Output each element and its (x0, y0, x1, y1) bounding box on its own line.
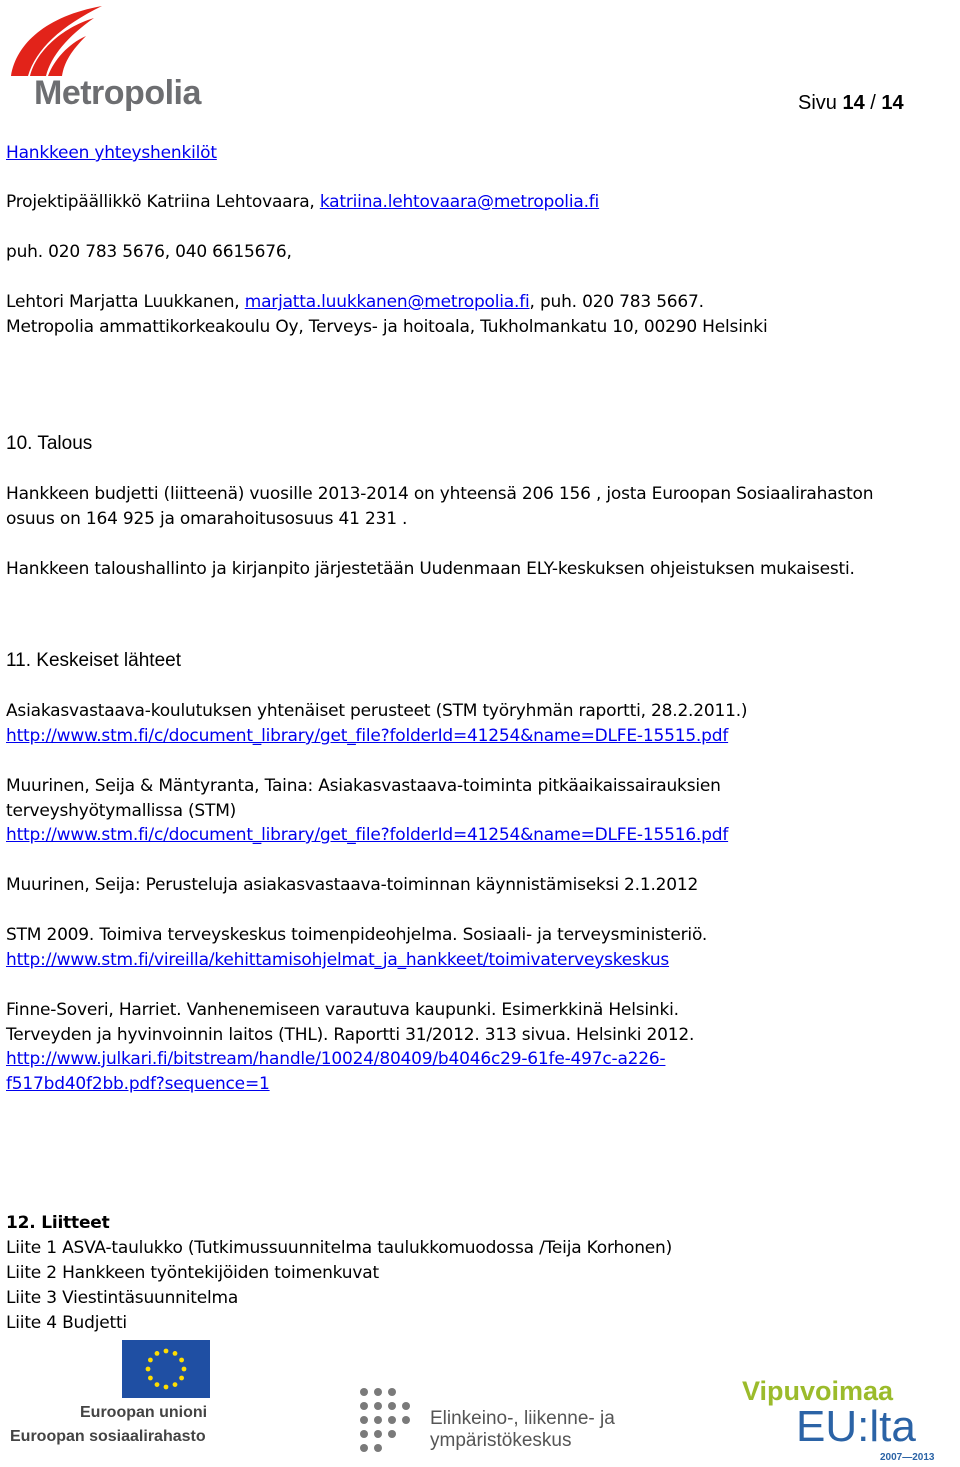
metropolia-logo (6, 4, 212, 112)
vipuvoimaa-line-1: Vipuvoimaa (742, 1376, 894, 1406)
reference-2-line-1: Muurinen, Seija & Mäntyranta, Taina: Asiakasvastaava-toiminta pitkäaikaissairauksien (6, 776, 721, 796)
reference-4-text: STM 2009. Toimiva terveyskeskus toimenpideohjelma. Sosiaali- ja terveysministeriö. (6, 925, 708, 945)
reference-5-line-1: Finne-Soveri, Harriet. Vanhenemiseen varautuva kaupunki. Esimerkkinä Helsinki. (6, 1000, 679, 1020)
reference-4-link[interactable]: http://www.stm.fi/vireilla/kehittamisohjelmat_ja_hankkeet/toimivaterveyskeskus (6, 950, 670, 970)
vipuvoimaa-years: 2007—2013 (880, 1452, 935, 1463)
contact-line-3 (6, 292, 704, 312)
attachment-item-4: Liite 4 Budjetti (6, 1313, 127, 1333)
section-12-heading: 12. Liitteet (6, 1213, 110, 1233)
metropolia-flame-icon (6, 4, 106, 79)
reference-5-link-line-1[interactable]: http://www.julkari.fi/bitstream/handle/10024/80409/b4046c29-61fe-497c-a226- (6, 1049, 666, 1069)
ely-logo-line-2: ympäristökeskus (430, 1430, 572, 1451)
contact-phone-2: , puh. 020 783 5667. (529, 292, 704, 312)
contacts-heading[interactable]: Hankkeen yhteyshenkilöt (6, 143, 217, 163)
reference-5-line-2: Terveyden ja hyvinvoinnin laitos (THL). Raportti 31/2012. 313 sivua. Helsinki 2012. (6, 1025, 695, 1045)
page-number (798, 92, 904, 115)
vipuvoimaa-logo (742, 1376, 952, 1464)
reference-3: Muurinen, Seija: Perusteluja asiakasvastaava-toiminnan käynnistämiseksi 2.1.2012 (6, 875, 699, 895)
attachment-item-2: Liite 2 Hankkeen työntekijöiden toimenkuvat (6, 1263, 379, 1283)
finance-paragraph: Hankkeen taloushallinto ja kirjanpito järjestetään Uudenmaan ELY-keskuksen ohjeistuksen mukaisesti. (6, 559, 855, 579)
section-11-heading: 11. Keskeiset lähteet (6, 650, 181, 671)
ely-logo-line-1: Elinkeino-, liikenne- ja (430, 1408, 615, 1429)
contact-line-2: puh. 020 783 5676, 040 6615676, (6, 242, 292, 262)
budget-line-1: Hankkeen budjetti (liitteenä) vuosille 2013-2014 on yhteensä 206 156 , josta Euroopan Sosiaalirahaston (6, 484, 874, 504)
contact-name-2: Lehtori Marjatta Luukkanen, (6, 292, 245, 312)
contact-line-4: Metropolia ammattikorkeakoulu Oy, Terveys- ja hoitoala, Tukholmankatu 10, 00290 Helsinki (6, 317, 768, 337)
ely-emblem-icon (356, 1386, 416, 1452)
email-link-lehtovaara[interactable]: katriina.lehtovaara@metropolia.fi (319, 192, 600, 212)
reference-1-link[interactable]: http://www.stm.fi/c/document_library/get_file?folderId=41254&name=DLFE-15515.pdf (6, 726, 729, 746)
reference-2-link[interactable]: http://www.stm.fi/c/document_library/get_file?folderId=41254&name=DLFE-15516.pdf (6, 825, 729, 845)
eu-flag-icon (122, 1340, 210, 1398)
attachment-item-3: Liite 3 Viestintäsuunnitelma (6, 1288, 239, 1308)
page-separator: / (870, 92, 876, 114)
contact-name-1: Projektipäällikkö Katriina Lehtovaara, (6, 192, 320, 212)
attachment-item-1: Liite 1 ASVA-taulukko (Tutkimussuunnitelma taulukkomuodossa /Teija Korhonen) (6, 1238, 673, 1258)
contact-line-1 (6, 192, 599, 212)
ely-logo (356, 1386, 626, 1456)
eu-logo-line-1: Euroopan unioni (80, 1404, 208, 1421)
reference-2-line-2: terveyshyötymallissa (STM) (6, 801, 237, 821)
eu-logo-line-2: Euroopan sosiaalirahasto (10, 1428, 206, 1445)
reference-5-link-line-2[interactable]: f517bd40f2bb.pdf?sequence=1 (6, 1074, 270, 1094)
page-total: 14 (881, 92, 904, 114)
reference-1-text: Asiakasvastaava-koulutuksen yhtenäiset perusteet (STM työryhmän raportti, 28.2.2011.) (6, 701, 748, 721)
eu-logo (6, 1340, 216, 1460)
vipuvoimaa-line-2: EU:lta (796, 1402, 916, 1451)
section-10-heading: 10. Talous (6, 433, 93, 454)
metropolia-logo-text: Metropolia (34, 74, 201, 112)
email-link-luukkanen[interactable]: marjatta.luukkanen@metropolia.fi (244, 292, 530, 312)
page-label: Sivu (798, 92, 837, 114)
budget-line-2: osuus on 164 925 ja omarahoitusosuus 41 231 . (6, 509, 408, 529)
page-current: 14 (842, 92, 865, 114)
